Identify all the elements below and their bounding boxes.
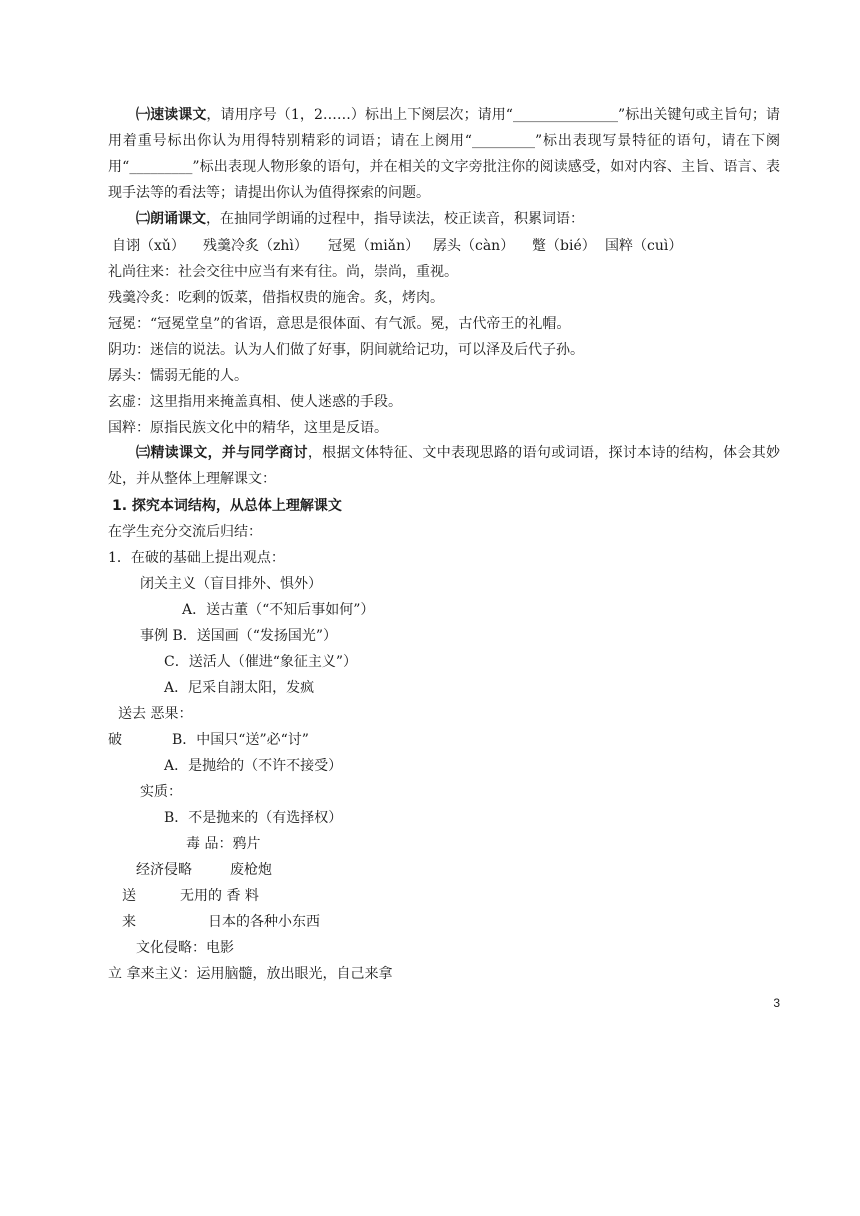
outline-line: 无用的 香 料 xyxy=(180,888,259,904)
outline-line: 立 拿来主义：运用脑髓，放出眼光，自己来拿 xyxy=(108,966,393,982)
outline-line: C．送活人（催进“象征主义”） xyxy=(164,654,358,670)
outline-line: A．尼采自詡太阳，发疯 xyxy=(164,680,315,696)
outline-line: 日本的各种小东西 xyxy=(208,914,320,930)
section-note: 在学生充分交流后归结： xyxy=(108,524,262,540)
paragraph-recite xyxy=(108,206,780,232)
outline-line: 文化侵略：电影 xyxy=(136,940,234,956)
outline-line: 来 xyxy=(122,914,136,930)
outline-line: A．是抛给的（不许不接受） xyxy=(164,758,343,774)
definition-line: 玄虚：这里指用来掩盖真相、使人迷惑的手段。 xyxy=(108,394,402,410)
outline-line: 送 xyxy=(122,888,136,904)
section-heading: 1. 探究本词结构，从总体上理解课文 xyxy=(112,498,342,514)
vocab-item: 国粹（cuì） xyxy=(605,238,683,254)
recite-text: ，在抽同学朗诵的过程中，指导读法，校正读音，积累词语： xyxy=(206,211,584,227)
definition-line: 国粹：原指民族文化中的精华，这里是反语。 xyxy=(108,420,388,436)
definition-line: 冠冕：“冠冕堂皇”的省语，意思是很体面、有气派。冕，古代帝王的礼帽。 xyxy=(108,316,571,332)
definition-line: 阴功：迷信的说法。认为人们做了好事，阴间就给记功，可以泽及后代子孙。 xyxy=(108,342,584,358)
outline-line: 破 xyxy=(108,732,122,748)
outline-line: B．不是抛来的（有选择权） xyxy=(164,810,343,826)
outline-line: 废枪炮 xyxy=(230,862,272,878)
page-number: 3 xyxy=(773,996,780,1010)
vocab-item: 冠冕（miǎn） xyxy=(328,238,420,254)
paragraph-speed-read xyxy=(108,102,780,206)
close-read-text: ，根据文体特征、文中表现思路的语句或词语，探讨本诗的结构，体会其妙处，并从整体上理解课文： xyxy=(108,445,781,487)
vocab-item: 自诩（xǔ） xyxy=(112,238,185,254)
outline-line: 送去 恶果： xyxy=(118,706,193,722)
outline-line: 经济侵略 xyxy=(136,862,192,878)
outline-line: 事例 B．送国画（“发扬国光”） xyxy=(140,628,338,644)
outline-line: 闭关主义（盲目排外、惧外） xyxy=(140,576,322,592)
outline-line: B．中国只“送”必“讨” xyxy=(172,732,309,748)
outline-line: 毒 品：鸦片 xyxy=(186,836,261,852)
outline-line: 实质： xyxy=(140,784,182,800)
vocab-item: 蹩（bié） xyxy=(532,238,596,254)
speed-read-heading: ㈠速读课文 xyxy=(136,107,207,123)
close-read-heading: ㈢精读课文，并与同学商讨 xyxy=(136,445,308,461)
definition-line: 残羹冷炙：吃剩的饭菜，借指权贵的施舍。炙，烤肉。 xyxy=(108,290,444,306)
definition-line: 孱头：懦弱无能的人。 xyxy=(108,368,248,384)
section-point: 1．在破的基础上提出观点： xyxy=(108,550,285,566)
definition-line: 礼尚往来：社会交往中应当有来有往。尚，崇尚，重视。 xyxy=(108,264,458,280)
paragraph-close-read xyxy=(108,440,780,492)
recite-heading: ㈡朗诵课文 xyxy=(136,211,206,227)
outline-line: A．送古董（“不知后事如何”） xyxy=(182,602,375,618)
vocab-item: 残羹冷炙（zhì） xyxy=(203,238,308,254)
speed-read-text: ，请用序号（1，2……）标出上下阕层次；请用“_______________”标出关键句或主旨句；请用着重号标出你认为用得特别精彩的词语；请在上阕用“_________”标出表现写景特征的语句，请在下阕用“_________”标出表现人物形象的语句，并在相关的文字旁批注你的阅读感受，如对内容、主旨、语言、表现手法等的看法等；请提出你认为值得探索的问题。 xyxy=(108,107,780,201)
vocab-item: 孱头（càn） xyxy=(433,238,515,254)
